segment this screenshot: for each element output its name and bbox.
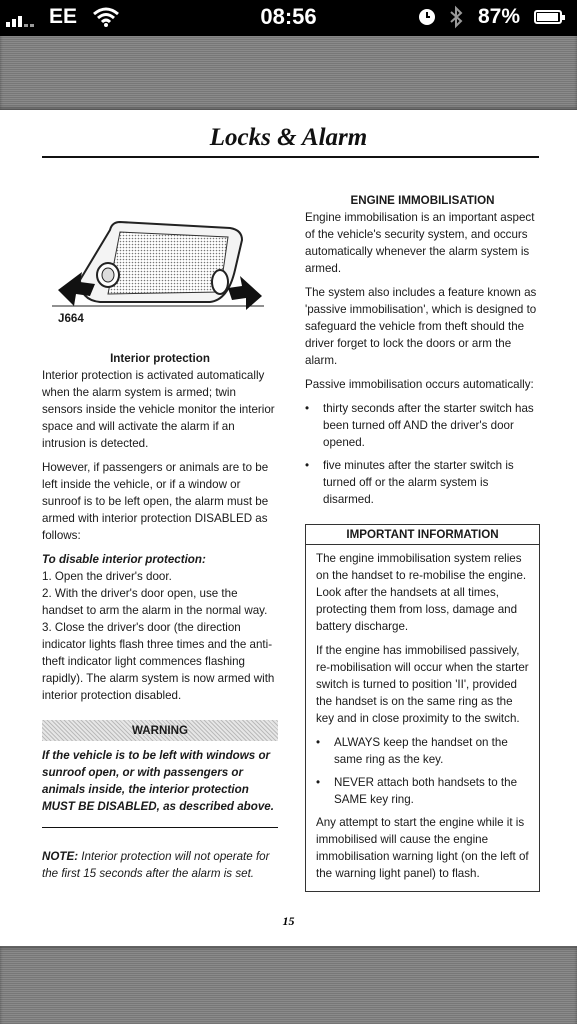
paragraph: However, if passengers or animals are to be left inside the vehicle, or if a window or sunroof is to be left open, the alarm must be armed with interior protection DISABLED as follows: <box>42 461 269 542</box>
note <box>42 848 278 882</box>
status-time: 08:56 <box>260 4 317 29</box>
engine-immobilisation-heading: ENGINE IMMOBILISATION <box>350 194 495 207</box>
list-item: • five minutes after the starter switch is turned off or the alarm system is disarmed. <box>305 457 540 508</box>
paragraph: Interior protection is activated automatically when the alarm system is armed; twin sensors inside the vehicle monitor the interior space and will activate the alarm if an intrusion is detected. <box>42 369 275 450</box>
carrier-label: EE <box>49 5 78 28</box>
paragraph: Any attempt to start the engine while it is immobilised will cause the engine immobilisation warning light (on the left of the warning light panel) to flash. <box>316 816 529 880</box>
battery-percent: 87% <box>478 5 521 28</box>
step-3: 3. Close the driver's door (the direction indicator lights flash three times and the anti-theft indicator light commences flashing rapidly). The alarm system is now armed with interior protection disabled. <box>42 621 275 702</box>
step-2: 2. With the driver's door open, use the handset to arm the alarm in the normal way. <box>42 587 268 617</box>
figure-label: J664 <box>58 312 84 325</box>
page-number: 15 <box>282 914 295 928</box>
note-label: NOTE: <box>42 850 79 863</box>
paragraph: If the engine has immobilised passively, re-mobilisation will occur when the starter switch is turned to position 'II', provided the handset is on the same ring as the key and in close proximity to the switch. <box>316 644 529 725</box>
paragraph: The system also includes a feature known as 'passive immobilisation', which is designed to safeguard the vehicle from theft should the driver forget to lock the doors or arm the alarm. <box>305 286 537 367</box>
bullet-list <box>316 734 529 808</box>
bullet-list <box>305 400 540 508</box>
alarm-clock-icon <box>418 8 436 31</box>
step-1: 1. Open the driver's door. <box>42 570 172 583</box>
battery-icon <box>534 10 562 24</box>
info-heading: IMPORTANT INFORMATION <box>306 525 539 545</box>
warning-text: If the vehicle is to be left with windows or sunroof open, or with passengers or animals inside, the interior protection MUST BE DISABLED, as described above. <box>42 749 274 813</box>
note-text: Interior protection will not operate for the first 15 seconds after the alarm is set. <box>42 850 270 880</box>
right-column <box>305 192 540 892</box>
warning-heading: WARNING <box>42 720 278 741</box>
left-column <box>42 350 278 882</box>
paragraph: Passive immobilisation occurs automatically: <box>305 378 534 391</box>
bottom-toolbar[interactable] <box>0 946 577 1024</box>
interior-protection-heading: Interior protection <box>110 352 210 365</box>
list-item: • thirty seconds after the starter switch has been turned off AND the driver's door opened. <box>305 400 540 451</box>
disable-heading: To disable interior protection: <box>42 553 206 566</box>
document-page[interactable] <box>0 110 577 946</box>
list-item: • NEVER attach both handsets to the SAME key ring. <box>316 774 529 808</box>
page-title: Locks & Alarm <box>209 124 368 151</box>
bluetooth-icon <box>449 5 463 34</box>
section-divider <box>42 827 278 828</box>
title-divider <box>42 156 539 158</box>
top-toolbar[interactable] <box>0 36 577 110</box>
list-item: • ALWAYS keep the handset on the same ring as the key. <box>316 734 529 768</box>
paragraph: The engine immobilisation system relies on the handset to re-mobilise the engine. Look after the handsets at all times, protecting them from loss, damage and battery discharge. <box>316 552 527 633</box>
status-bar <box>0 0 577 36</box>
paragraph: Engine immobilisation is an important aspect of the vehicle's security system, and occurs automatically whenever the alarm system is armed. <box>305 211 535 275</box>
important-information-box <box>305 524 540 892</box>
